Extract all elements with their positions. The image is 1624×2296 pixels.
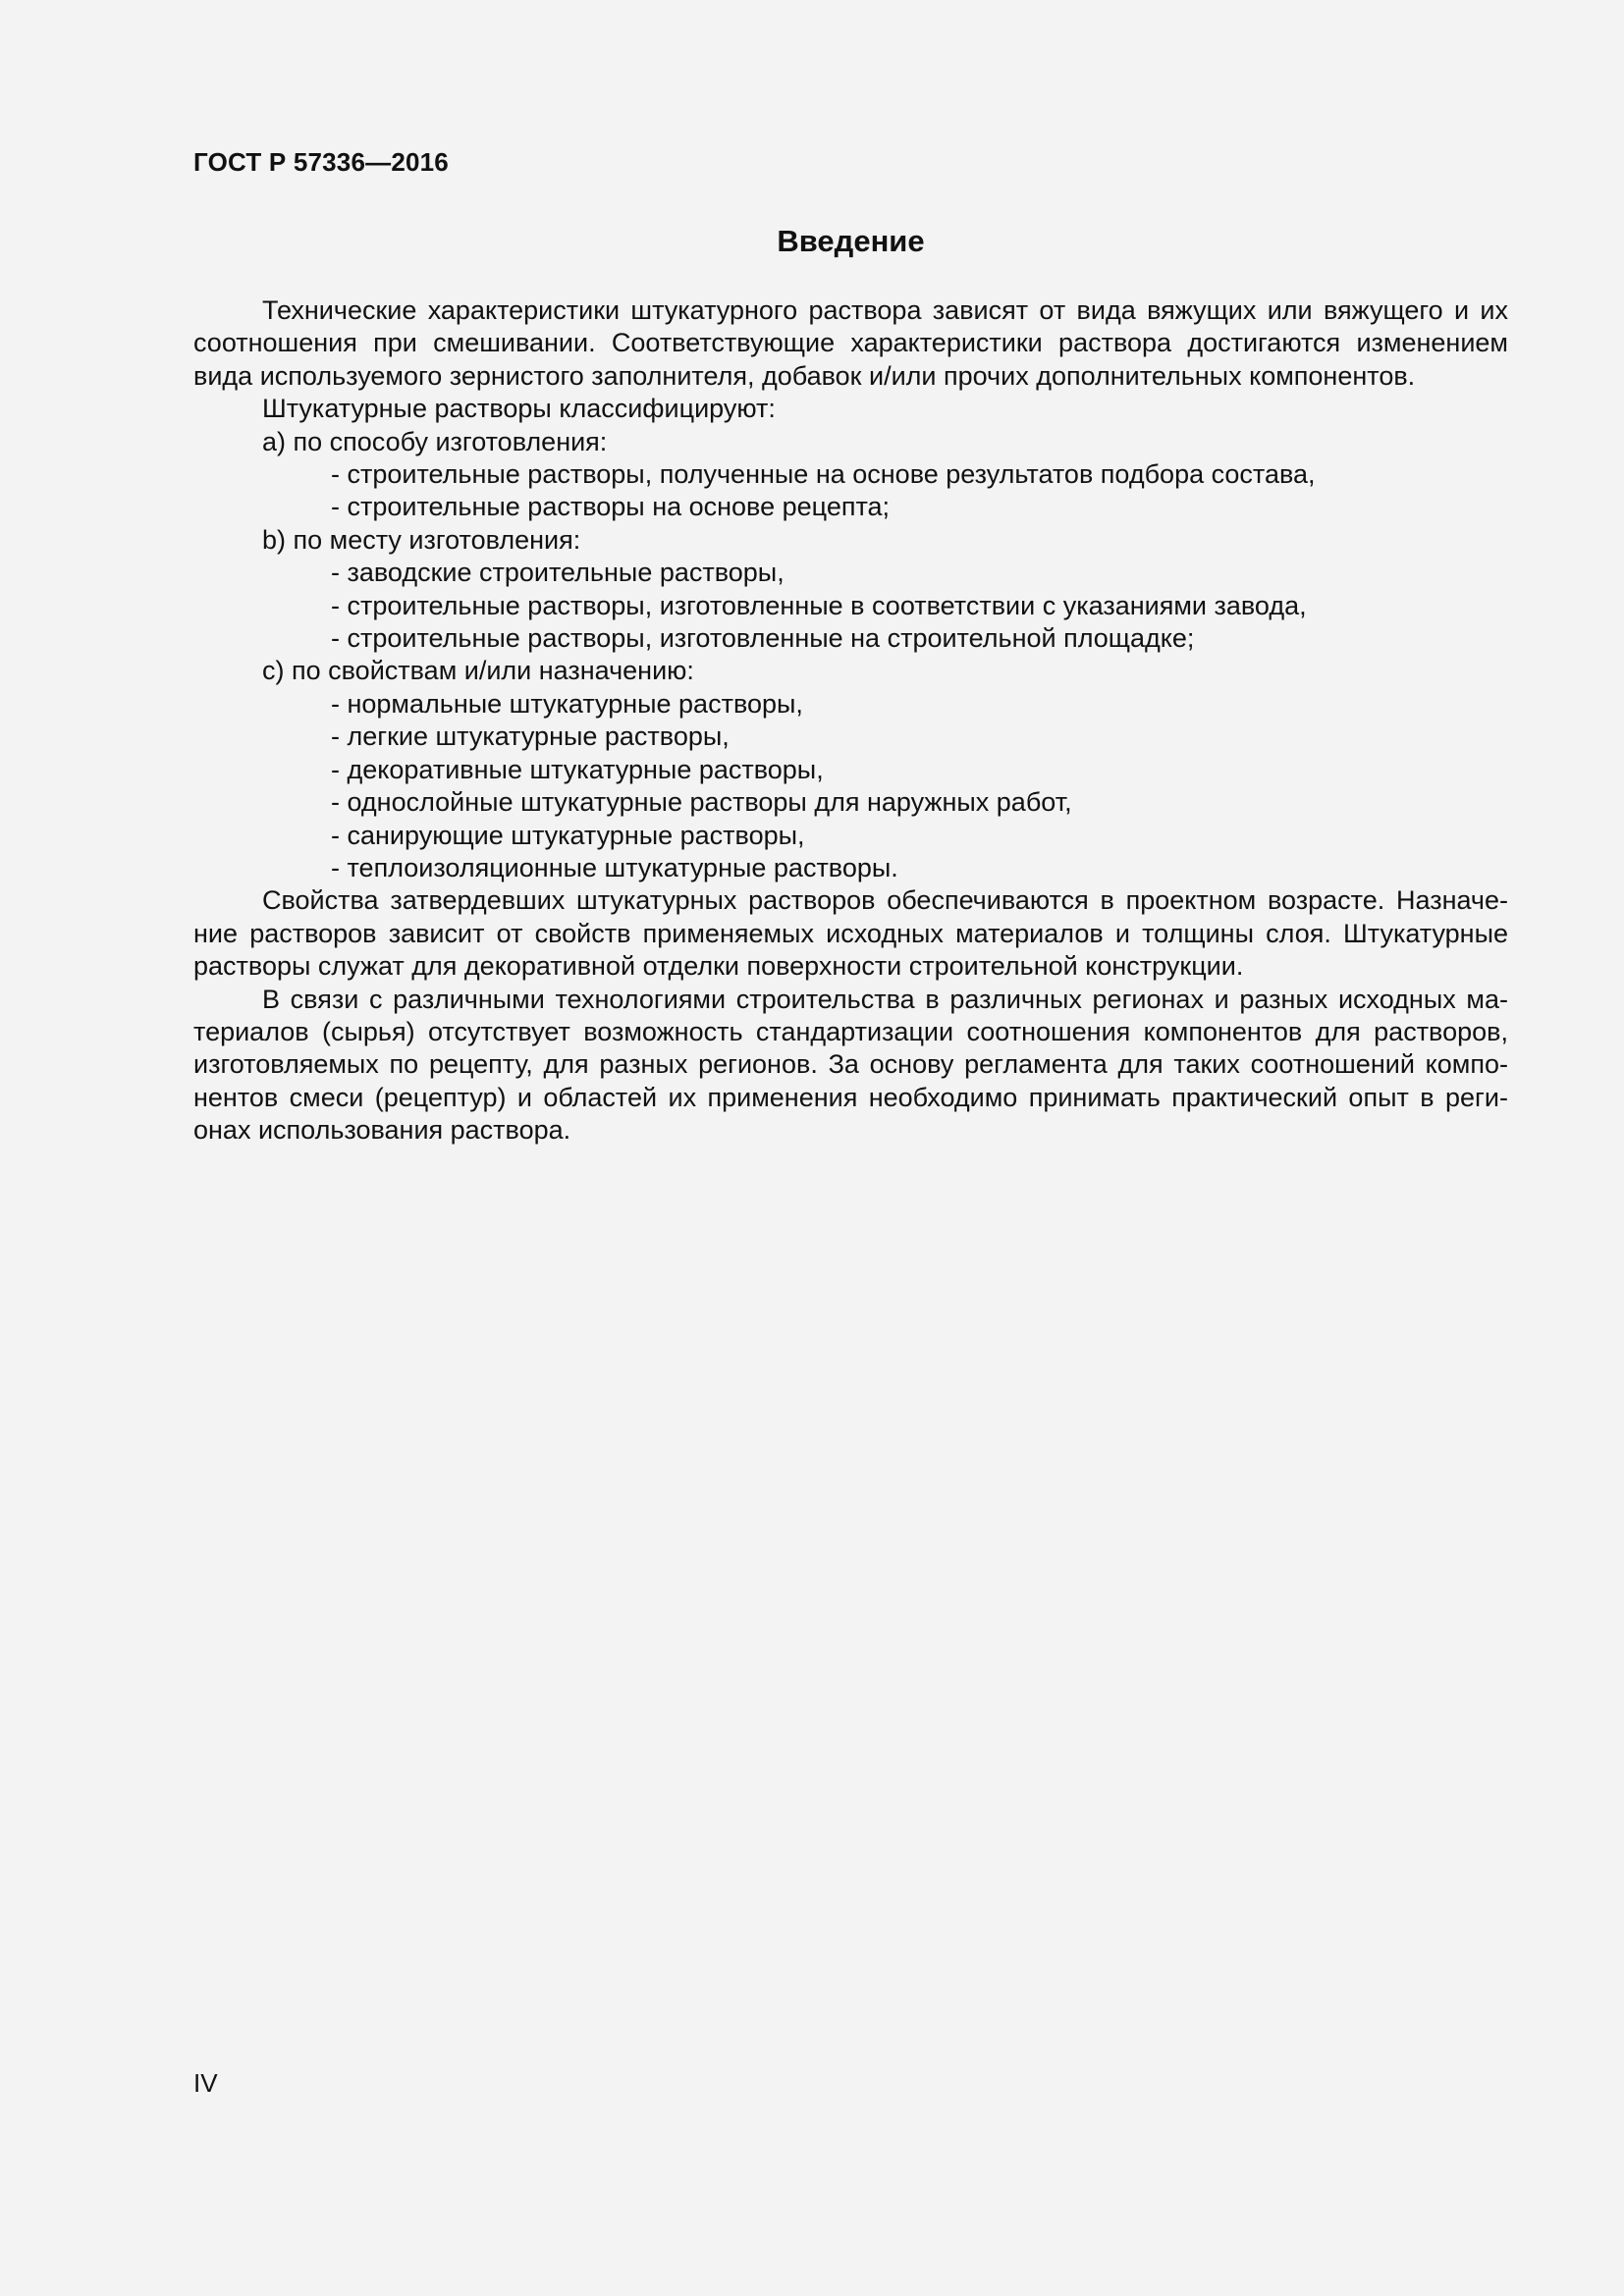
list-item: - легкие штукатурные растворы, [331, 721, 730, 752]
list-item: - строительные растворы, изготовленные в соответствии с указаниями завода, [331, 590, 1307, 620]
classification-group-a [193, 426, 1508, 524]
page-number: IV [193, 2068, 218, 2098]
list-item: - однослойные штукатурные растворы для наружных работ, [331, 787, 1072, 818]
list-item: - декоративные штукатурные растворы, [331, 754, 824, 784]
list-item: - строительные растворы на основе рецепта; [331, 492, 891, 522]
group-label: a) по способу изготовления: [262, 426, 608, 456]
regions-paragraph: В связи с различными технологиями строительства в различных регионах и разных исходных материалов (сырья) отсутствует возможность стандартизации соотношения компонентов для растворов, изготовляемых по рецепту, для разных регионов. За основу регламента для таких соотношений компонентов смеси (рецептур) и областей их применения необходимо принимать практический опыт в регионах использования раствора. [193, 984, 1508, 1146]
list-item: - нормальные штукатурные растворы, [331, 688, 803, 719]
classification-intro: Штукатурные растворы классифицируют: [262, 394, 776, 424]
list-item: - строительные растворы, полученные на основе результатов подбора состава, [331, 459, 1316, 490]
list-item: - санирующие штукатурные растворы, [331, 820, 805, 850]
list-item: - теплоизоляционные штукатурные растворы. [331, 852, 898, 882]
list-item: - строительные растворы, изготовленные на строительной площадке; [331, 623, 1195, 654]
group-label: b) по месту изготовления: [262, 524, 581, 555]
section-title: Введение [777, 224, 925, 258]
classification-group-b [193, 524, 1508, 656]
group-label: c) по свойствам и/или назначению: [262, 656, 694, 686]
document-body [193, 294, 1508, 1148]
list-item: - заводские строительные растворы, [331, 558, 785, 588]
classification-group-c [193, 655, 1508, 884]
intro-paragraph: Технические характеристики штукатурного раствора зависят от вида вяжущих или вяжущего и их соотношения при смешивании. Соответствующие характеристики раствора достигаются изменением вида используемого зернистого заполнителя, добавок и/или прочих дополнительных компонентов. [193, 295, 1508, 391]
standard-id: ГОСТ Р 57336—2016 [193, 147, 449, 177]
properties-paragraph: Свойства затвердевших штукатурных растворов обеспечиваются в проектном возрасте. Назначение растворов зависит от свойств применяемых исходных материалов и толщины слоя. Штукатурные растворы служат для декоративной отделки поверхности строительной конструкции. [193, 885, 1508, 982]
